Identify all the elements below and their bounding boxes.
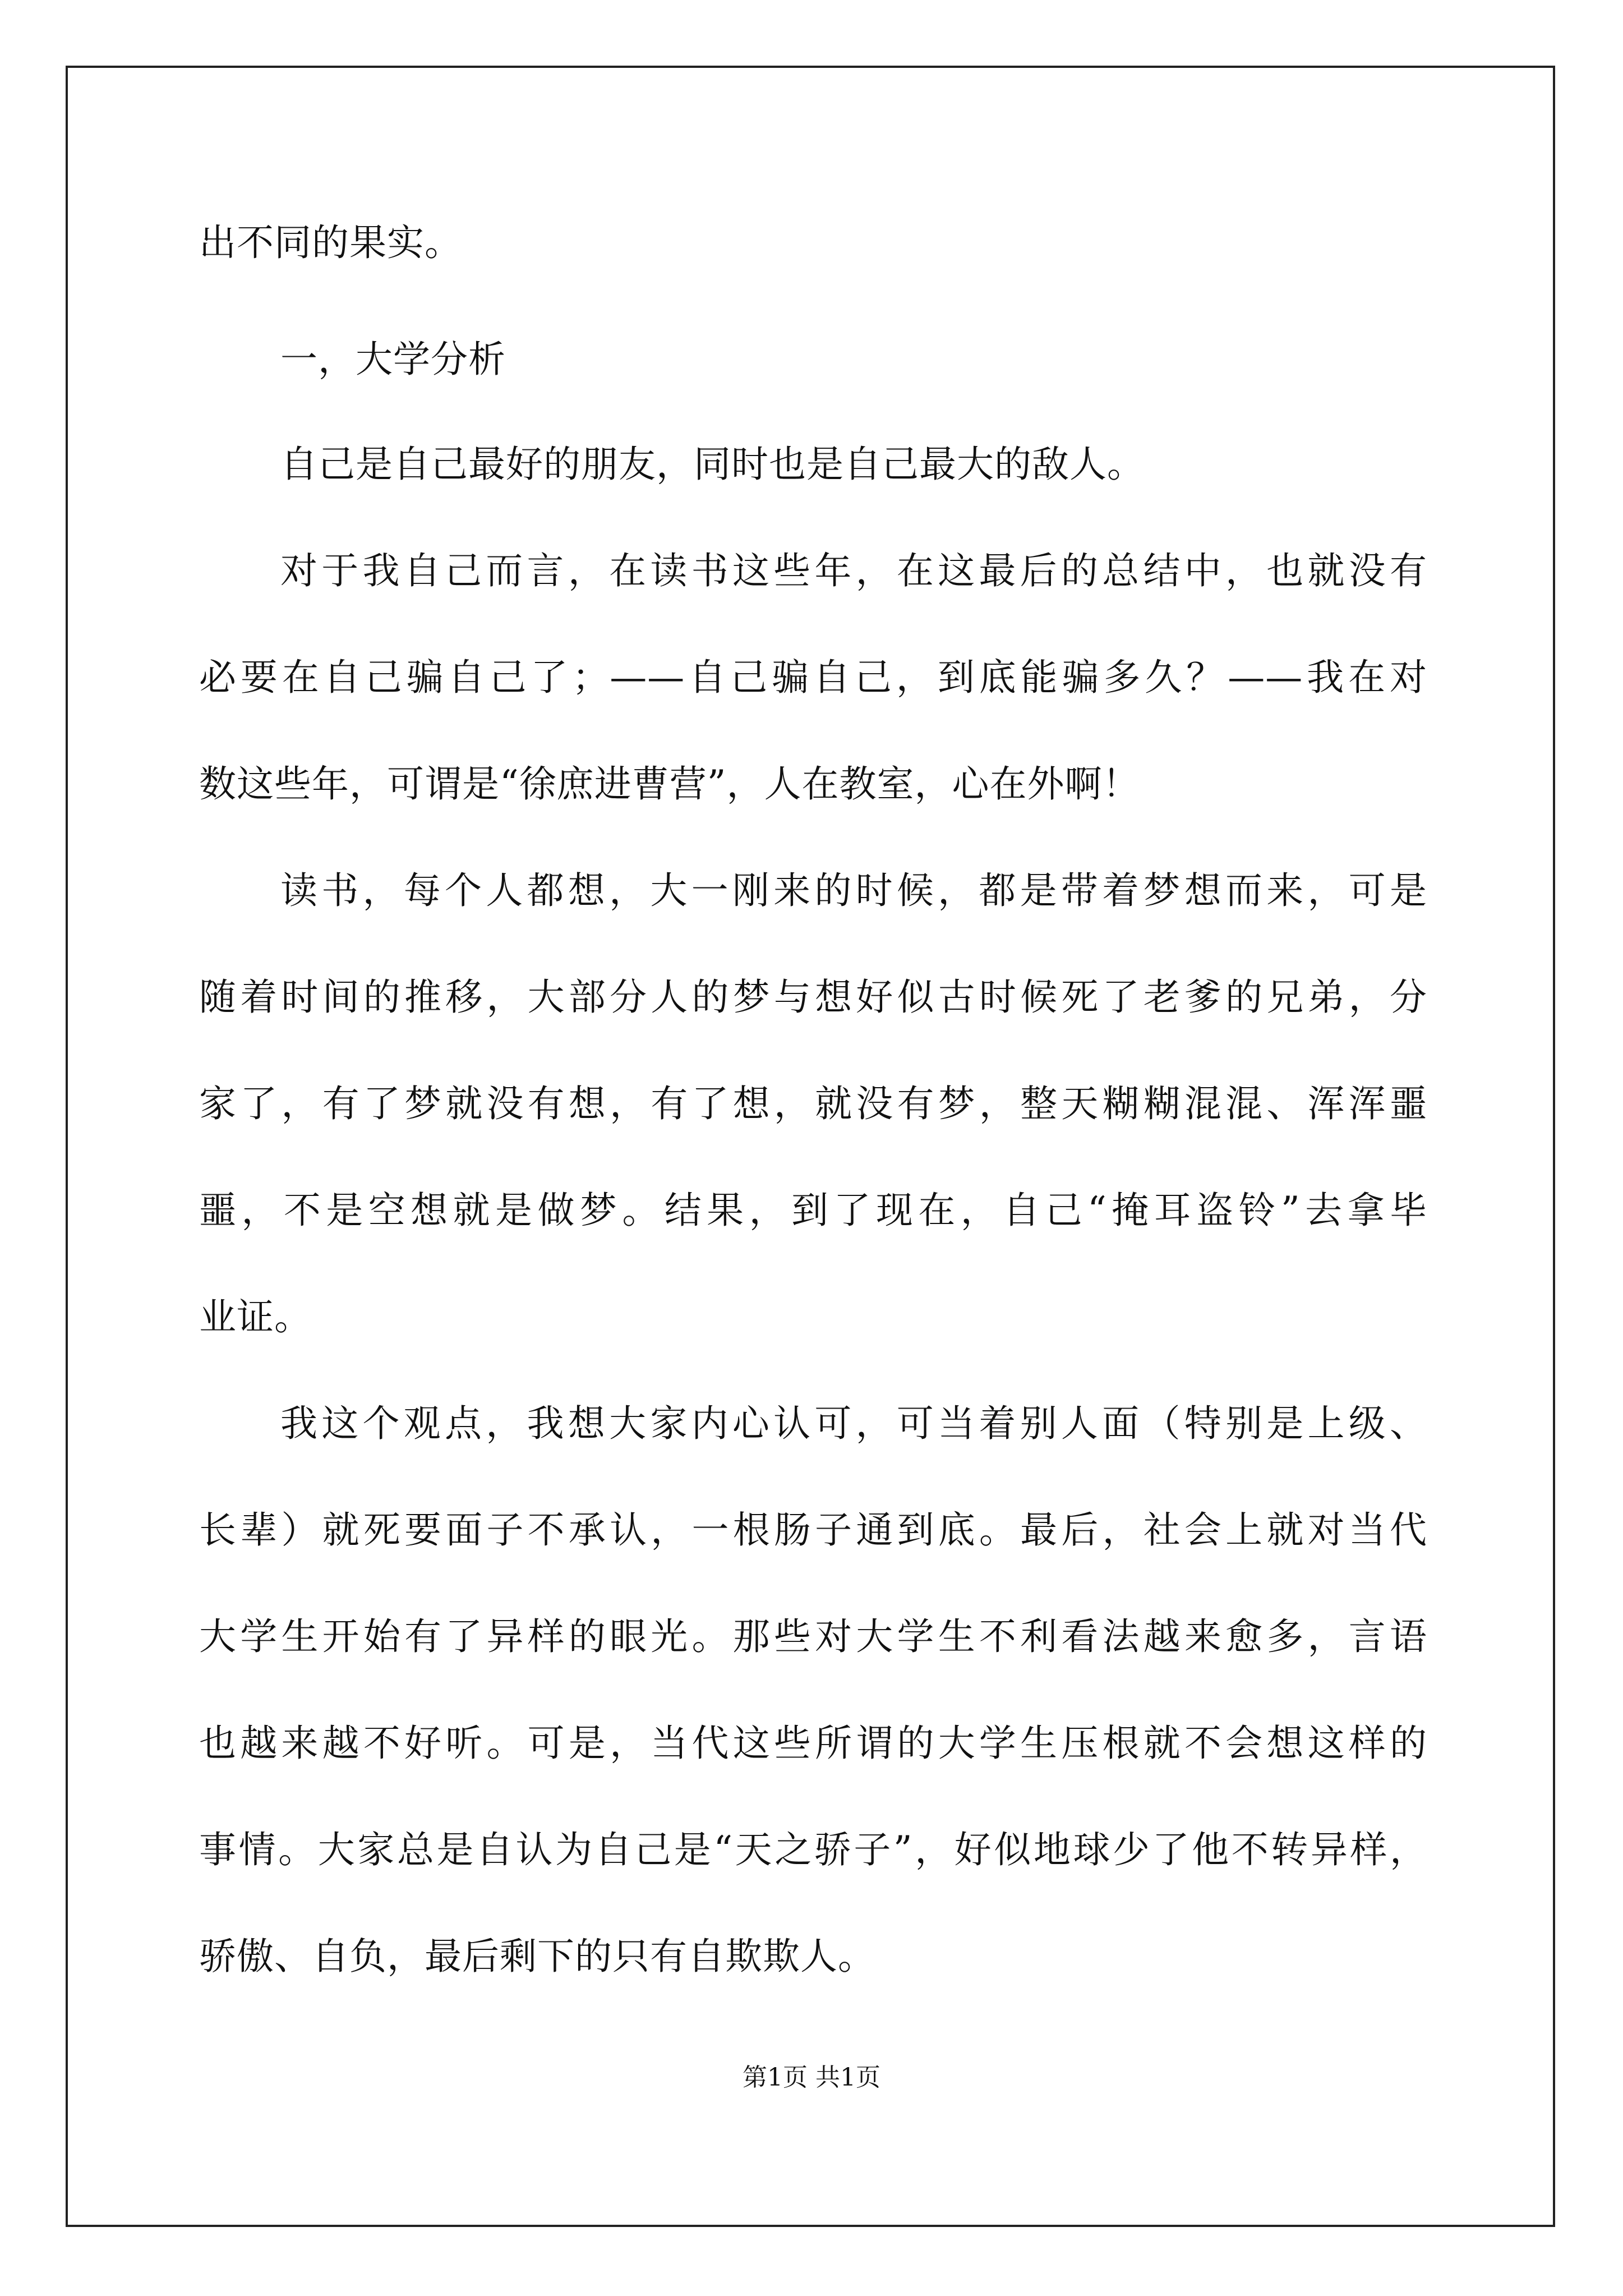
text-line: 大学生开始有了异样的眼光。那些对大学生不利看法越来愈多，言语 [199,1615,1427,1658]
page-number-footer: 第1页 共1页 [743,2063,880,2092]
text-line: 业证。 [199,1295,312,1338]
text-line: 事情。大家总是自认为自己是“天之骄子”，好似地球少了他不转异样， [199,1828,1427,1871]
text-line: 对于我自己而言，在读书这些年，在这最后的总结中，也就没有 [280,549,1427,592]
page-frame [66,66,1555,2227]
text-line: 骄傲、自负，最后剩下的只有自欺欺人。 [199,1935,875,1978]
text-line: 随着时间的推移，大部分人的梦与想好似古时候死了老爹的兄弟，分 [199,976,1427,1019]
section-heading: 一，大学分析 [280,338,506,381]
text-line: 长辈）就死要面子不承认，一根肠子通到底。最后，社会上就对当代 [199,1508,1427,1552]
text-line: 我这个观点，我想大家内心认可，可当着别人面（特别是上级、 [280,1402,1427,1445]
text-line: 必要在自己骗自己了；——自己骗自己，到底能骗多久？——我在对 [199,656,1427,699]
text-line: 自己是自己最好的朋友，同时也是自己最大的敌人。 [280,443,1145,486]
text-line: 数这些年，可谓是“徐庶进曹营”，人在教室，心在外啊！ [199,762,1140,806]
text-line: 出不同的果实。 [199,221,462,264]
text-line: 也越来越不好听。可是，当代这些所谓的大学生压根就不会想这样的 [199,1722,1427,1765]
text-line: 家了，有了梦就没有想，有了想，就没有梦，整天糊糊混混、浑浑噩 [199,1082,1427,1125]
text-line: 噩，不是空想就是做梦。结果，到了现在，自己“掩耳盗铃”去拿毕 [199,1189,1427,1232]
text-line: 读书，每个人都想，大一刚来的时候，都是带着梦想而来，可是 [280,869,1427,912]
